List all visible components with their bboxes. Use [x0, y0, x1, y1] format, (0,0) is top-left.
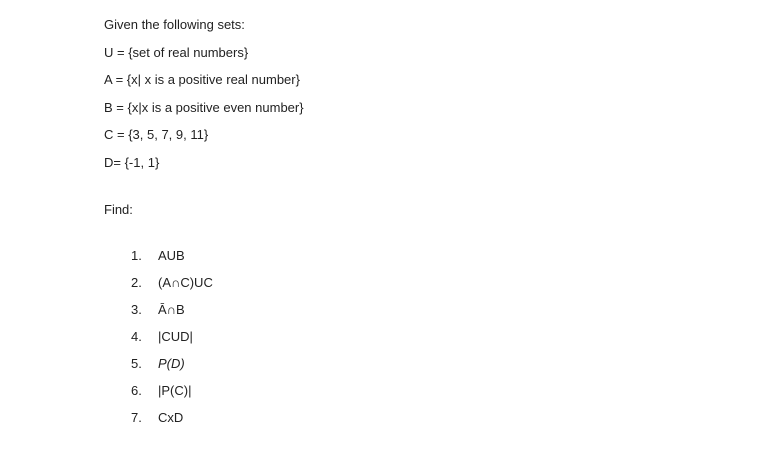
list-item-text: AUB: [158, 248, 185, 263]
list-item-text: CxD: [158, 410, 184, 425]
list-item-number: 4.: [131, 329, 142, 344]
set-u-definition: U = {set of real numbers}: [104, 45, 249, 60]
list-item: [131, 410, 183, 426]
list-item: [131, 329, 193, 345]
list-item-text: Ā∩B: [158, 302, 185, 317]
list-item: [131, 302, 185, 318]
list-item-text: P(D): [158, 356, 185, 371]
list-item-number: 1.: [131, 248, 142, 263]
find-label: Find:: [104, 202, 133, 217]
list-item-number: 7.: [131, 410, 142, 425]
list-item-number: 3.: [131, 302, 142, 317]
list-item-number: 5.: [131, 356, 142, 371]
list-item-text: |CUD|: [158, 329, 193, 344]
set-a-definition: A = {x| x is a positive real number}: [104, 72, 300, 87]
list-item: [131, 356, 185, 372]
intro-text: Given the following sets:: [104, 17, 245, 32]
list-item: [131, 248, 185, 264]
set-c-definition: C = {3, 5, 7, 9, 11}: [104, 127, 209, 142]
set-b-definition: B = {x|x is a positive even number}: [104, 100, 304, 115]
list-item-text: |P(C)|: [158, 383, 192, 398]
list-item-number: 6.: [131, 383, 142, 398]
list-item: [131, 275, 213, 291]
list-item-text: (A∩C)UC: [158, 275, 213, 290]
list-item: [131, 383, 191, 399]
list-item-number: 2.: [131, 275, 142, 290]
set-d-definition: D= {-1, 1}: [104, 155, 160, 170]
